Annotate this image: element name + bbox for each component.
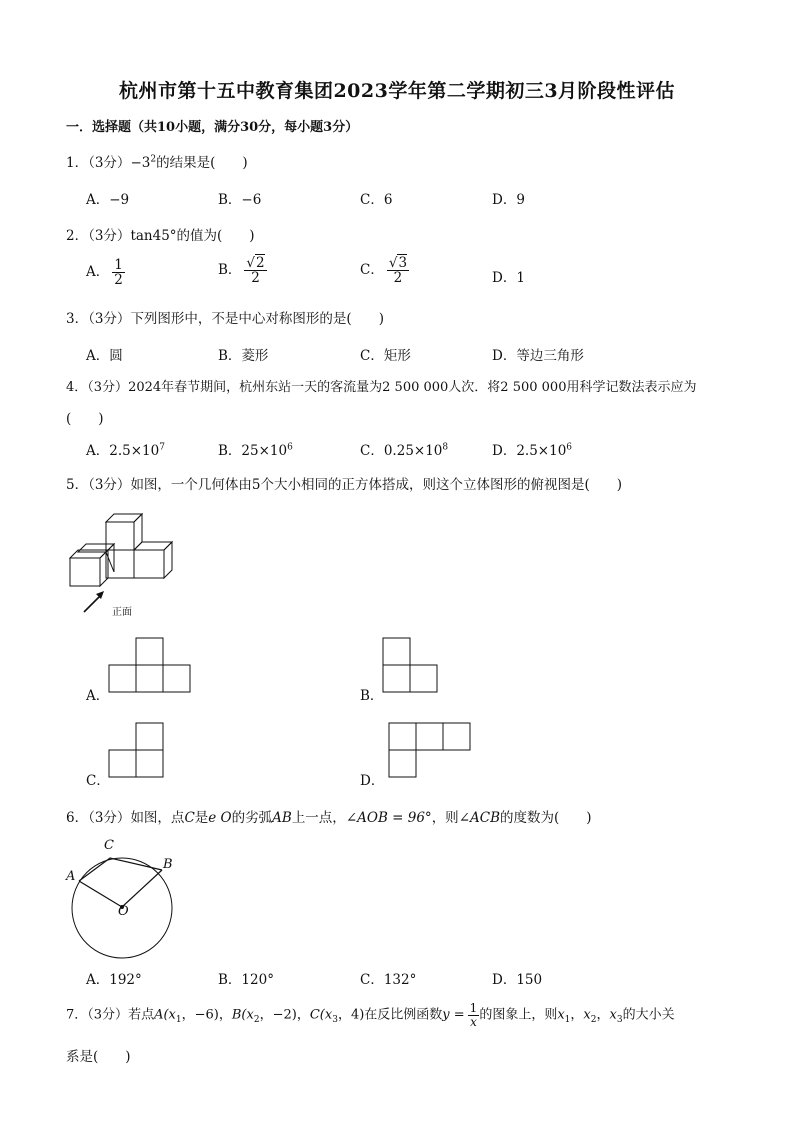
front-label: 正面 (112, 607, 132, 618)
q4-option-c: C．$0.25\times 10^8$ (360, 442, 449, 459)
question-1: 1．（3分）$-3^2$的结果是( ) (66, 154, 248, 171)
q3-option-c: C．矩形 (360, 348, 411, 364)
q3-option-b: B．菱形 (218, 348, 269, 364)
section-heading: 一．选择题（共10小题，满分30分，每小题3分） (66, 120, 359, 135)
q6-option-b: B．120° (218, 972, 274, 988)
q5-option-a: A． (86, 688, 110, 704)
q3-option-d: D．等边三角形 (492, 348, 584, 364)
question-2: 2．（3分）tan45°的值为( ) (66, 228, 255, 244)
q5-option-d-figure (388, 722, 472, 780)
question-4: 4．（3分）2024年春节期间，杭州东站一天的客流量为2 500 000人次．将2 500 000用科学记数法表示应为 (66, 380, 697, 395)
q1-option-b: B．−6 (218, 192, 262, 208)
q2-option-a: A． $\frac{1}{2}$ (86, 257, 123, 289)
label-a: A (66, 869, 76, 884)
q2-option-b: B． $\frac{√2}{2}$ (218, 255, 265, 287)
q5-option-c-figure (108, 722, 166, 780)
q5-option-b-figure (382, 637, 440, 695)
q6-option-d: D．150 (492, 972, 543, 988)
q4-option-d: D．$2.5\times 10^6$ (492, 442, 573, 459)
q2-option-d: D．1 (492, 270, 525, 286)
q5-option-b: B． (360, 688, 384, 704)
question-6: 6．（3分）如图，点C是e O的劣弧AB上一点，∠AOB = 96°，则∠ACB的度数为( ) (66, 810, 592, 826)
q4-option-b: B．$25\times 10^6$ (218, 442, 293, 459)
q6-option-c: C．132° (360, 972, 417, 988)
q2-option-c: C． $\frac{√3}{2}$ (360, 255, 408, 287)
question-4-line-2: ( ) (66, 411, 104, 427)
q1-option-a: A．−9 (86, 192, 130, 208)
q5-option-d: D． (360, 773, 385, 789)
q6-option-a: A．192° (86, 972, 142, 988)
question-3: 3．（3分）下列图形中，不是中心对称图形的是( ) (66, 311, 384, 327)
page-title: 杭州市第十五中教育集团2023学年第二学期初三3月阶段性评估 (118, 80, 676, 102)
label-b: B (163, 857, 173, 872)
q4-option-a: A．$2.5\times 10^7$ (86, 442, 165, 459)
q1-option-d: D．9 (492, 192, 525, 208)
q1-option-c: C．6 (360, 192, 393, 208)
q3-option-a: A．圆 (86, 348, 123, 364)
label-o: O (118, 904, 129, 919)
q6-circle-figure (62, 836, 182, 962)
question-5: 5．（3分）如图，一个几何体由5个大小相同的正方体搭成，则这个立体图形的俯视图是( ) (66, 477, 623, 493)
label-c: C (104, 838, 114, 853)
question-7: 7．（3分）若点$A(x_1$，−6)，$B(x_2$，−2)，$C(x_3$，4)在反比例函数y = $\frac{1}{x}$ 的图象上，则$x_1$，$x_2$，$x_3$的大小关 (66, 1001, 675, 1029)
q5-option-c: C． (86, 773, 110, 789)
question-7-line-2: 系是( ) (66, 1049, 131, 1065)
q5-option-a-figure (108, 637, 192, 695)
